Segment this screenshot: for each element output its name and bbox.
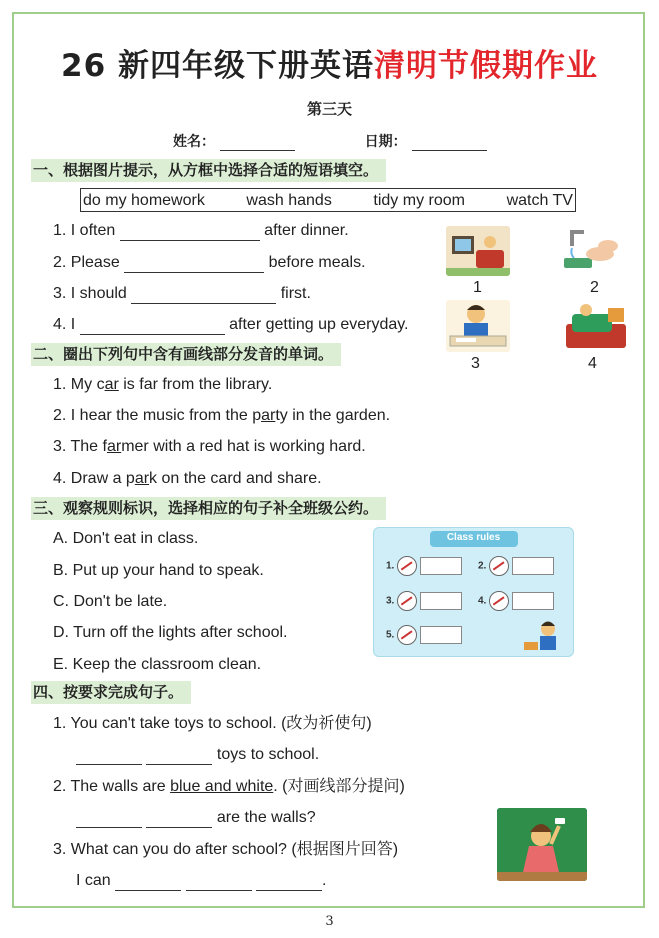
question-text: 2. The walls are [53,778,171,795]
question-text: 4. I [53,316,80,333]
rule-sign-icon [397,591,417,611]
answer-4-1 [76,745,319,765]
answer-blank[interactable] [256,876,322,891]
rule-sign-icon [489,591,509,611]
picture-number: 3 [471,355,480,372]
answer-text: toys to school. [212,746,320,763]
rule-option: E. Keep the classroom clean. [53,656,262,673]
question-1-3 [53,284,311,304]
rules-title: Class rules [446,532,501,543]
answer-blank[interactable] [186,876,252,891]
rule-sign-icon [397,556,417,576]
picture-watch-tv [446,226,510,276]
underlined-sound: ar [134,470,150,487]
title-highlight: 清明节假期作业 [373,48,598,84]
rule-answer-box[interactable] [512,557,554,575]
answer-4-2 [76,808,316,828]
picture-do-homework [446,300,510,352]
question-text: 2. Please [53,254,125,271]
underlined-sound: ar [261,407,276,424]
name-label: 姓名： [173,134,215,150]
phrase-option: do my homework [83,192,205,209]
question-text: after getting up everyday. [224,316,409,333]
question-2-4 [53,469,322,489]
question-2-3 [53,437,366,457]
picture-clean-blackboard [497,808,587,881]
question-text: 1. My c [53,376,105,393]
rule-option: A. Don't eat in class. [53,530,199,547]
rule-number: 3. [386,595,395,607]
question-text: is far from the library. [118,376,273,393]
answer-blank[interactable] [80,320,225,335]
rule-option: B. Put up your hand to speak. [53,562,264,579]
rule-option: C. Don't be late. [53,593,168,610]
question-1-1 [53,221,349,241]
section-heading-1: 一、根据图片提示，从方框中选择合适的短语填空。 [31,159,386,182]
rule-option: D. Turn off the lights after school. [53,624,288,641]
teacher-icon [522,620,564,652]
section-heading-2: 二、圈出下列句中含有画线部分发音的单词。 [31,343,341,366]
rule-answer-box[interactable] [420,557,462,575]
underlined-sound: ar [106,438,122,455]
rule-answer-box[interactable] [420,592,462,610]
answer-blank[interactable] [131,289,276,304]
answer-text: . [322,872,327,889]
question-text: mer with a red hat is working hard. [121,438,366,455]
question-text: before meals. [264,254,366,271]
rule-slot [386,556,462,576]
answer-blank[interactable] [120,226,260,241]
phrase-option: tidy my room [373,192,465,209]
class-rules-card [373,527,574,657]
question-text: 1. I often [53,222,120,239]
rule-number: 4. [478,595,487,607]
page-number: 3 [325,914,334,929]
phrase-option: wash hands [246,192,332,209]
picture-wash-hands [560,226,624,276]
rule-slot [386,625,462,645]
picture-number: 4 [588,355,597,372]
question-text: 3. I should [53,285,132,302]
day-label: 第三天 [306,100,352,118]
question-text: k on the card and share. [149,470,322,487]
picture-number: 2 [590,279,599,296]
question-text: first. [276,285,311,302]
answer-blank[interactable] [76,813,142,828]
phrase-box [80,188,576,212]
section-heading-4: 四、按要求完成句子。 [31,681,191,704]
question-text: ty in the garden. [275,407,391,424]
name-date-row [173,131,487,151]
picture-number: 1 [473,279,482,296]
rule-number: 1. [386,560,395,572]
date-label: 日期： [364,134,407,150]
answer-4-3 [76,871,327,891]
rule-slot [478,591,554,611]
answer-blank[interactable] [146,750,212,765]
question-4-2 [53,777,405,797]
title-main: 26 新四年级下册英语 [61,48,374,84]
question-1-2 [53,253,366,273]
question-4-1: 1. You can't take toys to school. (改为祈使句) [53,715,372,732]
question-text: . (对画线部分提问) [273,778,405,795]
underlined-phrase: blue and white [170,778,274,795]
name-field[interactable] [220,136,295,151]
question-text: 2. I hear the music from the p [53,407,262,424]
phrase-option: watch TV [506,192,573,209]
page-title [0,40,659,85]
rule-number: 5. [386,629,395,641]
date-field[interactable] [412,136,487,151]
underlined-sound: ar [104,376,119,393]
question-text: 3. The f [53,438,107,455]
answer-blank[interactable] [124,258,264,273]
question-2-2 [53,406,390,426]
answer-text: I can [76,872,116,889]
answer-text: are the walls? [212,809,316,826]
rule-sign-icon [489,556,509,576]
rule-answer-box[interactable] [420,626,462,644]
rule-number: 2. [478,560,487,572]
rule-sign-icon [397,625,417,645]
question-4-3: 3. What can you do after school? (根据图片回答) [53,841,399,858]
rule-slot [386,591,462,611]
answer-blank[interactable] [76,750,142,765]
question-text: 4. Draw a p [53,470,135,487]
answer-blank[interactable] [146,813,212,828]
question-1-4 [53,315,409,335]
question-text: after dinner. [259,222,349,239]
question-2-1 [53,375,272,395]
picture-tidy-room [562,300,632,352]
rule-slot [478,556,554,576]
answer-blank[interactable] [115,876,181,891]
section-heading-3: 三、观察规则标识，选择相应的句子补全班级公约。 [31,497,386,520]
rule-answer-box[interactable] [512,592,554,610]
